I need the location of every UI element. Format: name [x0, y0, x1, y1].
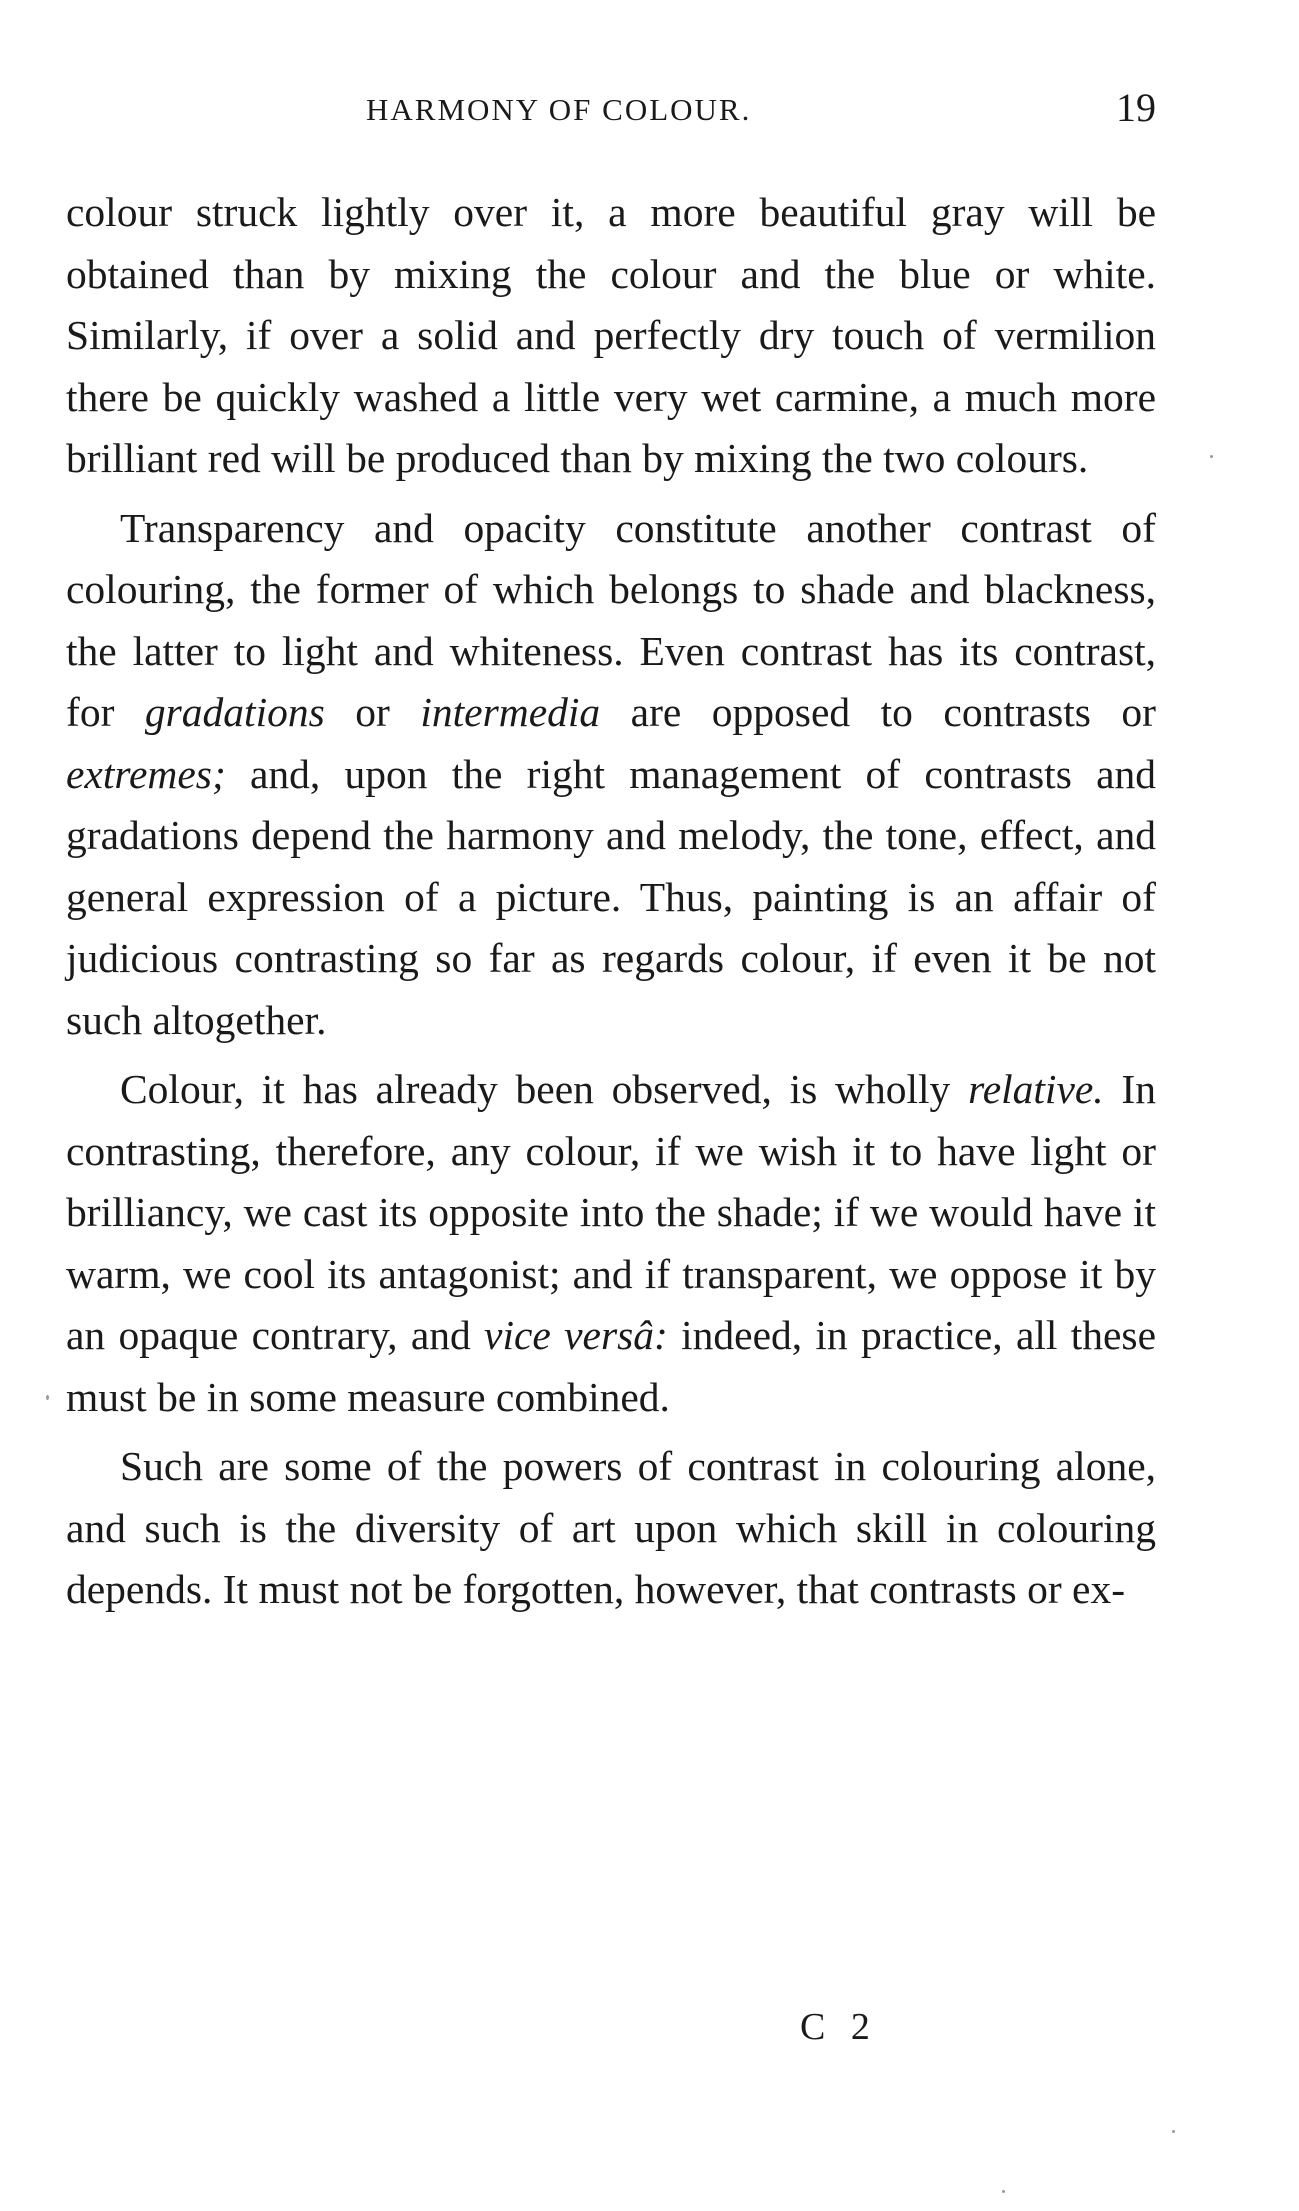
dust-speck — [1210, 455, 1213, 458]
paragraph-2-text-b: or — [324, 689, 421, 735]
paragraph-3-italic-relative: relative. — [968, 1066, 1104, 1112]
paragraph-1: colour struck lightly over it, a more beautiful gray will be obtained than by mixing the colour and the blue or white. Similarly, if over a solid and perfectly dry touch of vermilion there be quickly washed a little very wet carmine, a much more brilliant red will be produced than by mixing the two colours. — [66, 189, 1156, 481]
paragraph-2-italic-intermedia: intermedia — [420, 689, 601, 735]
paragraph-3 — [66, 1059, 1156, 1428]
paragraph-2-italic-extremes: extremes; — [66, 750, 226, 797]
paragraph-2 — [66, 498, 1156, 1052]
dust-speck — [1172, 2130, 1175, 2133]
paragraph-3-text-c: indeed, in practice, all these must be in some measure combined. — [66, 1312, 1156, 1420]
paragraph-3-italic-vice-versa: vice versâ: — [484, 1312, 668, 1358]
dust-speck — [46, 1395, 49, 1400]
paragraph-2-italic-gradations: gradations — [144, 689, 325, 735]
paragraph-2-text-a: Transparency and opacity constitute another contrast of colouring, the former of which belongs to shade and blackness, the latter to light and whiteness. Even contrast has its contrast, for — [66, 504, 1156, 735]
paragraph-3-text-a: Colour, it has already been observed, is wholly — [120, 1066, 969, 1112]
paragraph-2-text-c: are opposed to contrasts or — [600, 689, 1156, 735]
paragraph-2-text-d: and, upon the right management of contrasts and gradations depend the harmony and melody, the tone, effect, and general expression of a picture. Thus, painting is an affair of judicious contrasting so far as regards colour, if even it be not such altogether. — [66, 750, 1156, 1043]
page-number: 19 — [1116, 85, 1156, 130]
paragraph-4: Such are some of the powers of contrast in colouring alone, and such is the diversity of art upon which skill in colouring depends. It must not be forgotten, however, that contrasts or ex- — [66, 1443, 1156, 1612]
running-head — [66, 84, 1156, 134]
dust-speck — [1002, 2190, 1005, 2193]
signature-mark: C 2 — [800, 2006, 878, 2048]
paragraph-3-text-b: In contrasting, therefore, any colour, if we wish it to have light or brilliancy, we cast its opposite into the shade; if we would have it warm, we cool its antagonist; and if transparent, we oppose it by an opaque contrary, and — [66, 1066, 1157, 1358]
body-text — [66, 182, 1156, 1621]
running-title: HARMONY OF COLOUR. — [366, 92, 752, 127]
